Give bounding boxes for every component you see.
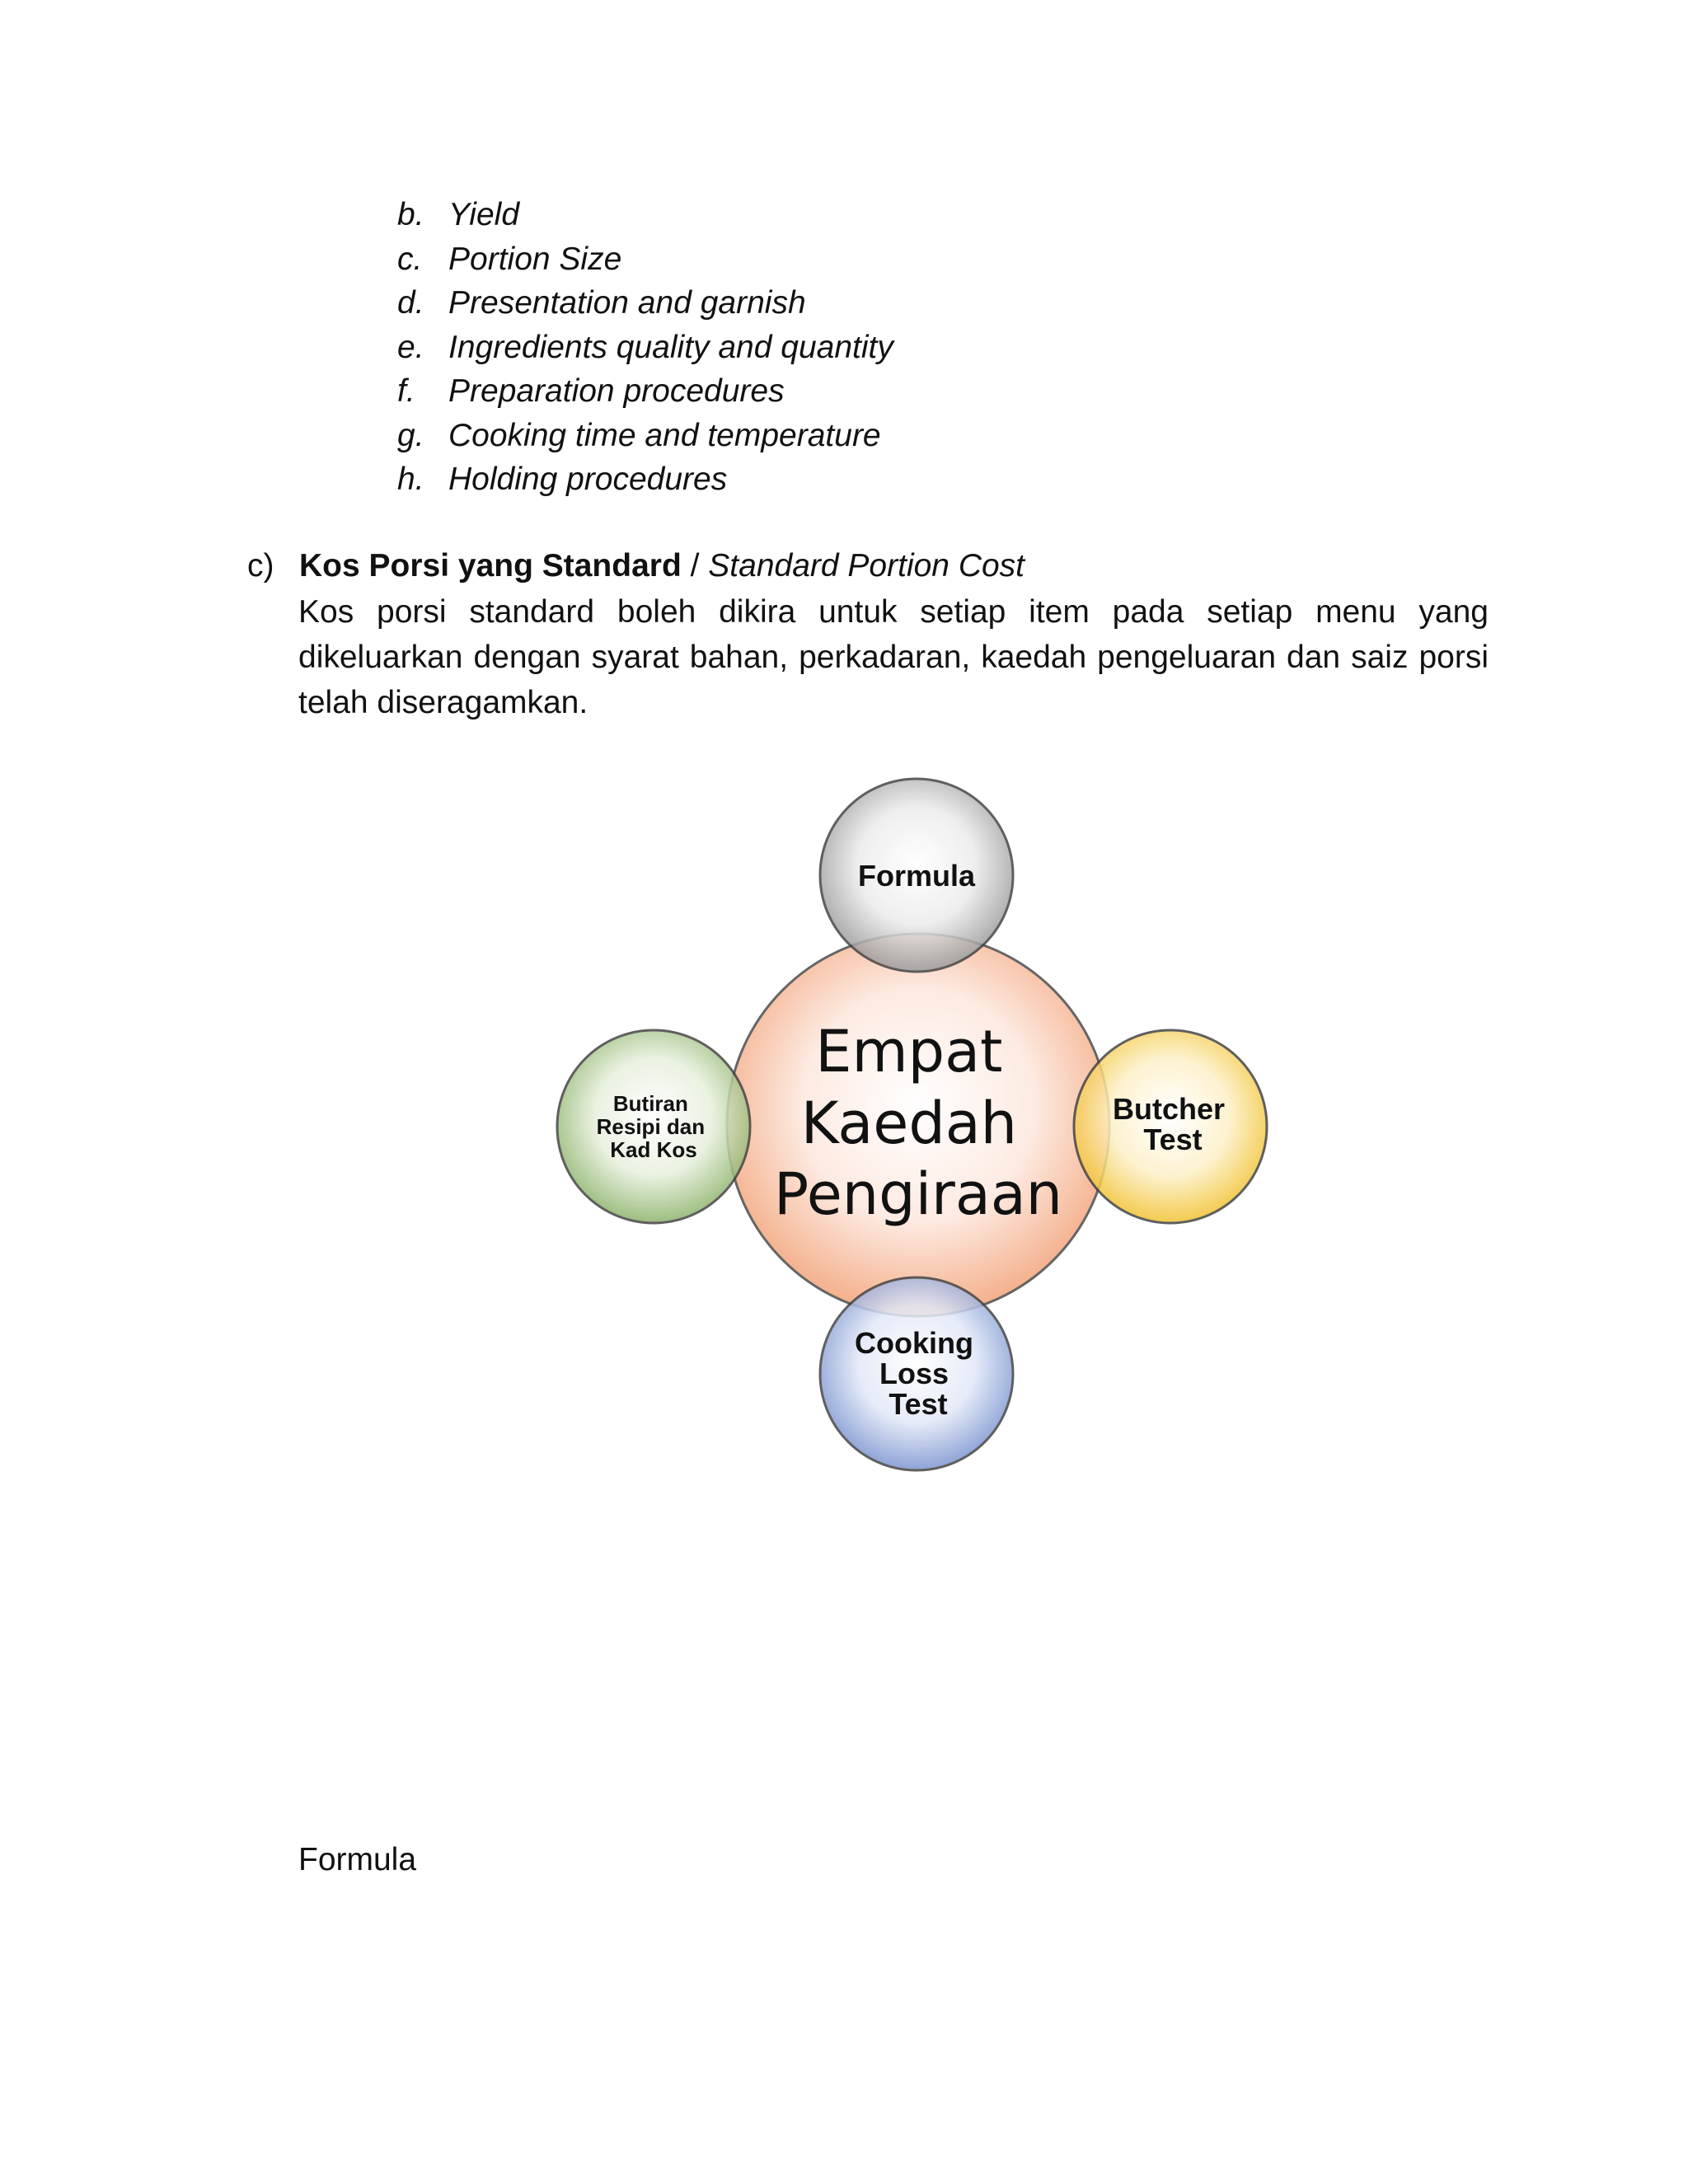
list-text: Cooking time and temperature: [448, 417, 881, 453]
section-marker: c): [247, 548, 274, 583]
list-item: [397, 326, 893, 370]
list-item: [397, 237, 893, 282]
recipe-standard-list: [397, 193, 893, 502]
list-text: Portion Size: [448, 241, 622, 277]
list-item: [397, 457, 893, 502]
right-label: Butcher Test: [1112, 1092, 1226, 1156]
methods-diagram: [544, 766, 1286, 1483]
list-letter: h.: [397, 462, 424, 497]
section-separator: /: [681, 548, 709, 583]
bottom-label: Cooking Loss Test: [855, 1326, 973, 1421]
left-label: Butiran Resipi dan Kad Kos: [596, 1091, 706, 1162]
list-item: [397, 414, 893, 458]
section-title-italic: Standard Portion Cost: [708, 548, 1025, 583]
list-letter: f.: [397, 373, 415, 409]
list-item: [397, 281, 893, 326]
section-heading: [247, 544, 1025, 588]
list-letter: g.: [397, 417, 424, 453]
list-text: Holding procedures: [448, 462, 728, 497]
list-letter: c.: [397, 241, 423, 277]
center-label: Empat Kaedah Pengiraan: [774, 1018, 1062, 1228]
list-item: [397, 193, 893, 237]
section-title-bold: Kos Porsi yang Standard: [299, 548, 682, 583]
top-label: Formula: [857, 859, 976, 893]
formula-heading: Formula: [298, 1842, 417, 1877]
section-paragraph: Kos porsi standard boleh dikira untuk setiap item pada setiap menu yang dikeluarkan dengan syarat bahan, perkadaran, kaedah pengeluaran dan saiz porsi telah diseragamkan.: [298, 594, 1489, 720]
list-text: Presentation and garnish: [448, 285, 806, 321]
list-text: Yield: [448, 197, 520, 232]
list-item: [397, 369, 893, 414]
list-letter: d.: [397, 285, 424, 321]
list-letter: e.: [397, 329, 424, 365]
list-text: Preparation procedures: [448, 373, 785, 409]
list-letter: b.: [397, 197, 424, 232]
list-text: Ingredients quality and quantity: [448, 329, 893, 365]
